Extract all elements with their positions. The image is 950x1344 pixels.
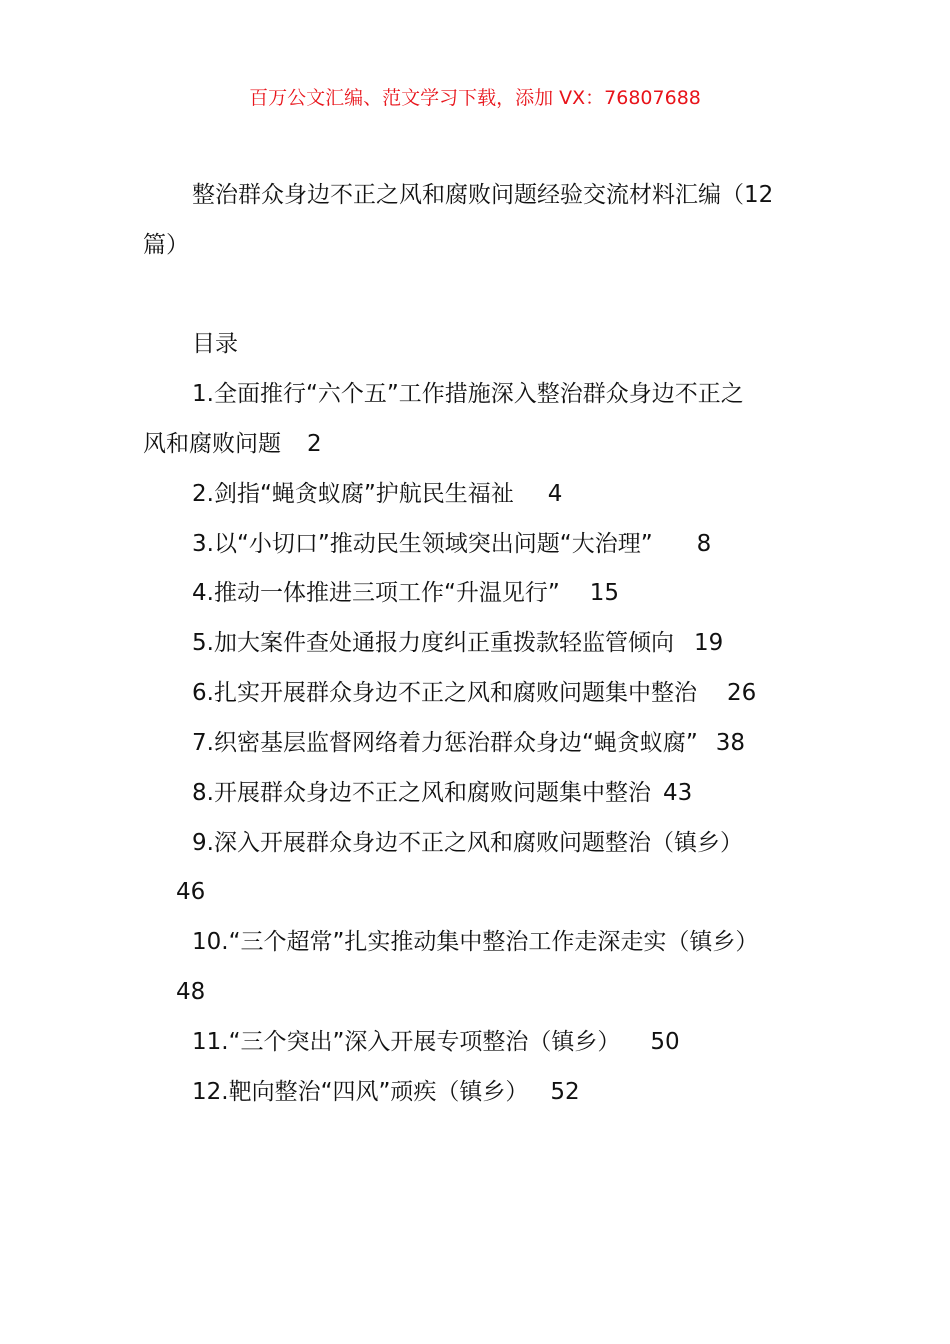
- toc-entry-text: 5.加大案件查处通报力度纠正重拨款轻监管倾向: [192, 630, 674, 656]
- toc-entry-11[interactable]: [192, 1025, 680, 1059]
- toc-entry-8[interactable]: [192, 776, 692, 810]
- toc-entry-4[interactable]: [192, 576, 619, 610]
- toc-page-number: 50: [650, 1029, 680, 1055]
- toc-entry-3[interactable]: [192, 527, 711, 561]
- toc-entry-7[interactable]: [192, 726, 745, 760]
- toc-page-number: 26: [726, 680, 757, 706]
- toc-heading: 目录: [192, 331, 238, 357]
- toc-entry-text: 11.“三个突出”深入开展专项整治（镇乡）: [192, 1029, 621, 1055]
- toc-page-number: 52: [550, 1079, 580, 1105]
- toc-entry-text: 12.靶向整治“四风”顽疾（镇乡）: [192, 1079, 529, 1105]
- toc-entry-6[interactable]: [192, 676, 756, 710]
- toc-page-number: 4: [547, 481, 563, 507]
- toc-entry-text: 1.全面推行“六个五”工作措施深入整治群众身边不正之: [192, 381, 744, 407]
- toc-entry-2[interactable]: [192, 477, 562, 511]
- toc-page-number: 43: [662, 780, 693, 806]
- toc-page-number: 48: [176, 979, 206, 1005]
- toc-entry-12[interactable]: [192, 1075, 580, 1109]
- toc-page-number: 19: [693, 630, 724, 656]
- toc-entry-9[interactable]: [192, 826, 743, 860]
- toc-entry-text: 8.开展群众身边不正之风和腐败问题集中整治: [192, 780, 651, 806]
- toc-entry-9-page[interactable]: [176, 875, 205, 909]
- toc-entry-10[interactable]: [192, 925, 758, 959]
- document-title-line-2: 篇）: [143, 232, 189, 258]
- toc-page-number: 15: [589, 580, 620, 606]
- toc-page-number: 46: [176, 879, 206, 905]
- watermark-banner: 百万公文汇编、范文学习下载，添加 VX：76807688: [249, 87, 701, 109]
- toc-entry-text: 6.扎实开展群众身边不正之风和腐败问题集中整治: [192, 680, 697, 706]
- toc-entry-text: 10.“三个超常”扎实推动集中整治工作走深走实（镇乡）: [192, 929, 759, 955]
- document-title-line-1: 整治群众身边不正之风和腐败问题经验交流材料汇编（12: [192, 182, 774, 208]
- toc-entry-text: 2.剑指“蝇贪蚁腐”护航民生福祉: [192, 481, 514, 507]
- toc-entry-text: 4.推动一体推进三项工作“升温见行”: [192, 580, 560, 606]
- toc-entry-1-line-1[interactable]: [192, 377, 744, 411]
- toc-entry-10-page[interactable]: [176, 975, 205, 1009]
- toc-entry-text: 3.以“小切口”推动民生领域突出问题“大治理”: [192, 531, 653, 557]
- toc-entry-5[interactable]: [192, 626, 723, 660]
- toc-entry-text: 9.深入开展群众身边不正之风和腐败问题整治（镇乡）: [192, 830, 743, 856]
- toc-entry-text: 风和腐败问题: [143, 431, 281, 457]
- toc-entry-1-line-2[interactable]: [143, 427, 322, 461]
- toc-page-number: 8: [696, 531, 712, 557]
- toc-entry-text: 7.织密基层监督网络着力惩治群众身边“蝇贪蚁腐”: [192, 730, 698, 756]
- toc-page-number: 38: [715, 730, 746, 756]
- toc-page-number: 2: [307, 431, 322, 457]
